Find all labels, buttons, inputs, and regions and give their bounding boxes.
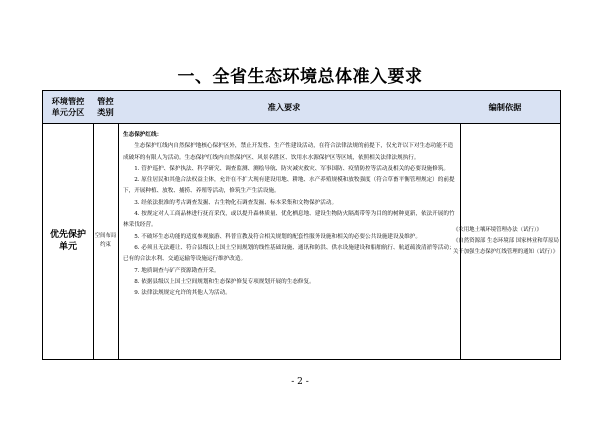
requirement-item: 8. 依据县级以上国土空间规划和生态保护修复专项规划开展的生态修复。	[134, 278, 315, 285]
requirements-table	[42, 90, 561, 360]
basis-item: 《农用地土壤环境管理办法（试行）》	[453, 226, 542, 233]
requirement-item: 1. 管护巡护、保护执法、科学研究、调查监测、测绘导航、防灾减灾救灾、军事国防、疫情防控等活动及相关的必要设施修筑。	[134, 165, 449, 172]
requirements-heading: 生态保护红线：	[123, 132, 163, 138]
requirement-item: 2. 原住居民和其他合法权益主体，允许在不扩大现有建设用地、耕地、水产养殖规模和放牧强度（符合草畜平衡管理规定）的前提下，开展种植、放牧、捕捞、养殖等活动，修筑生产生活设施。	[123, 177, 455, 195]
requirement-item: 7. 地质调查与矿产资源勘查开采。	[134, 267, 220, 274]
requirement-item: 6. 必须且无法避让、符合县级以上国土空间规划的线性基础设施、通讯和防洪、供水设施建设和船舶航行、航道疏浚清淤等活动；已有的合法水利、交通运输等设施运行维护改造。	[123, 244, 455, 263]
requirement-item: 4. 按规定对人工商品林进行抚育采伐，或以提升森林质量、优化栖息地、建设生物防火隔离带等为目的的树种更新，依法开展的竹林采伐经营。	[123, 211, 455, 229]
cell-unit-zone: 优先保护 单元	[43, 123, 94, 359]
requirement-item: 3. 经依法批准的考古调查发掘、古生物化石调查发掘、标本采集和文物保护活动。	[134, 199, 338, 206]
page-title: 一、全省生态环境总体准入要求	[177, 67, 423, 87]
requirement-item: 9. 法律法规规定允许的其他人为活动。	[134, 290, 231, 297]
header-unit-zone: 环境管控 单元分区	[43, 91, 94, 124]
page-number: - 2 -	[291, 377, 309, 387]
cell-control-type: 空间布局 约束	[93, 123, 119, 359]
cell-requirements	[118, 123, 461, 359]
header-control-type: 管控 类别	[93, 91, 119, 124]
cell-basis	[450, 123, 566, 359]
requirement-item: 5. 不破坏生态功能的适度参观旅游、科普宣教及符合相关规划的配套性服务设施和相关的必要公共设施建设及维护。	[134, 233, 421, 240]
header-requirements: 准入要求	[118, 91, 451, 124]
header-basis: 编制依据	[450, 91, 560, 124]
basis-item: 《自然资源部 生态环境部 国家林业和草原局关于加强生态保护红线管理的通知（试行）》	[453, 237, 559, 255]
requirements-intro: 生态保护红线内自然保护地核心保护区外，禁止开发性、生产性建设活动，在符合法律法规的前提下，仅允许以下对生态功能不造成破坏的有限人为活动。生态保护红线内自然保护区、风景名胜区、饮用水水源保护区等区域，依照相关法律法规执行。	[123, 143, 454, 161]
